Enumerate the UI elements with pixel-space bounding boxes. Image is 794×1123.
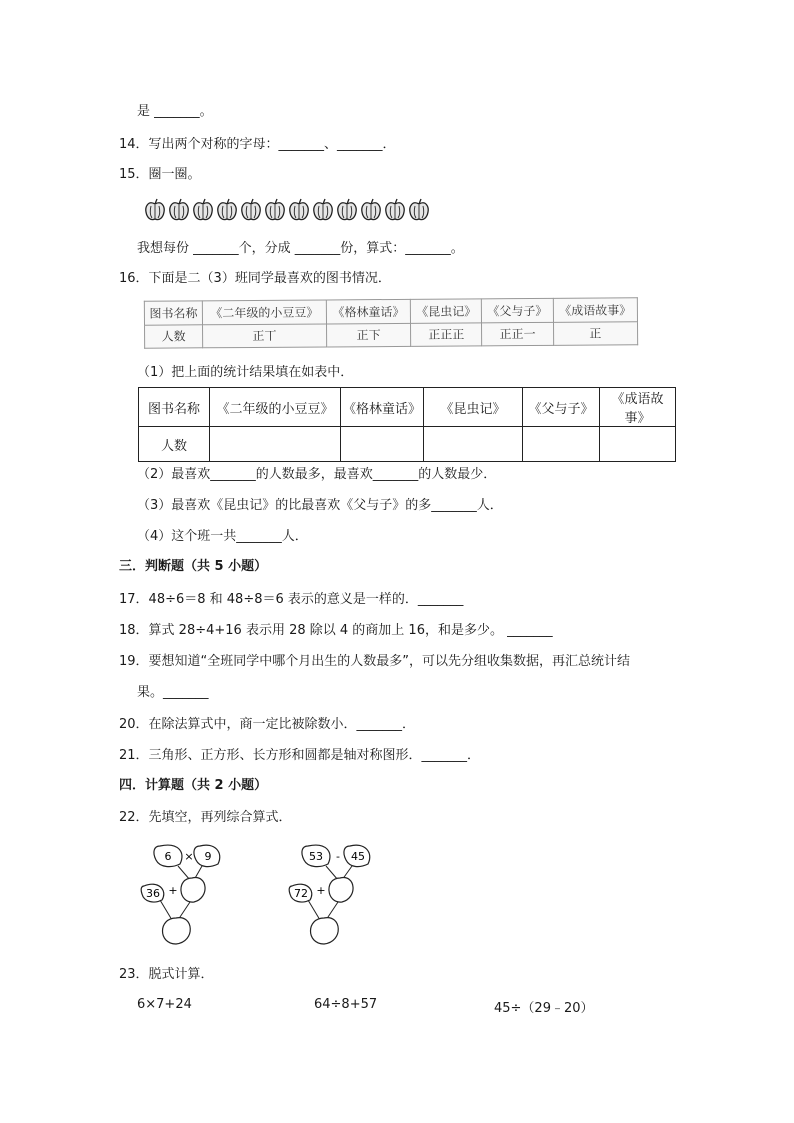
fill-answer-cell[interactable] bbox=[600, 427, 676, 462]
apple-icon bbox=[192, 198, 214, 222]
apple-shape-middle bbox=[329, 878, 353, 903]
fill-row-label: 人数 bbox=[139, 427, 210, 462]
tree1-top-operator: × bbox=[184, 850, 194, 863]
question-16: 16．下面是二（3）班同学最喜欢的图书情况． bbox=[119, 271, 391, 286]
fill-answer-cell[interactable] bbox=[424, 427, 523, 462]
apple-icon bbox=[384, 198, 406, 222]
apple-shape-bottom bbox=[163, 918, 191, 944]
tally-count-cell: 正正一 bbox=[482, 322, 553, 346]
fill-header-cell: 《成语故事》 bbox=[600, 388, 676, 427]
question-23: 23．脱式计算． bbox=[119, 967, 214, 982]
fill-header-cell: 图书名称 bbox=[139, 388, 210, 427]
fill-header-cell: 《二年级的小豆豆》 bbox=[210, 388, 341, 427]
fill-in-table bbox=[138, 387, 676, 462]
tally-header-cell: 《成语故事》 bbox=[553, 298, 638, 322]
apple-shape-bottom bbox=[311, 918, 339, 944]
tree2-right-number: 45 bbox=[351, 850, 365, 863]
fill-header-cell: 《昆虫记》 bbox=[424, 388, 523, 427]
tally-count-cell: 正丅 bbox=[203, 323, 327, 347]
section-4-heading: 四．计算题（共 2 小题） bbox=[119, 778, 268, 793]
apple-row bbox=[144, 198, 430, 222]
apple-icon bbox=[408, 198, 430, 222]
apple-icon bbox=[168, 198, 190, 222]
section-3-heading: 三．判断题（共 5 小题） bbox=[119, 559, 268, 574]
question-16-part-2: （2）最喜欢_______的人数最多，最喜欢_______的人数最少． bbox=[137, 467, 497, 482]
question-19-line-1: 19．要想知道“全班同学中哪个月出生的人数最多”，可以先分组收集数据，再汇总统计结 bbox=[119, 654, 631, 669]
apple-icon bbox=[216, 198, 238, 222]
fill-answer-cell[interactable] bbox=[341, 427, 424, 462]
tree1-side-number: 36 bbox=[146, 887, 160, 900]
fill-header-cell: 《格林童话》 bbox=[341, 388, 424, 427]
tree2-side-number: 72 bbox=[294, 887, 308, 900]
tree1-side-operator: + bbox=[168, 884, 178, 897]
question-15-fill: 我想每份 _______个，分成 _______份，算式：_______。 bbox=[137, 241, 464, 256]
apple-icon bbox=[312, 198, 334, 222]
question-16-part-3: （3）最喜欢《昆虫记》的比最喜欢《父与子》的多_______人． bbox=[137, 498, 503, 513]
question-14: 14．写出两个对称的字母：_______、_______． bbox=[119, 137, 396, 152]
apple-icon bbox=[144, 198, 166, 222]
tally-header-cell: 《昆虫记》 bbox=[411, 299, 482, 323]
fill-count-row bbox=[139, 427, 676, 462]
question-18: 18．算式 28÷4+16 表示用 28 除以 4 的商加上 16，和是多少。 _______ bbox=[119, 623, 553, 638]
tally-count-cell: 正下 bbox=[326, 323, 411, 347]
apple-icon bbox=[264, 198, 286, 222]
question-22: 22．先填空，再列综合算式． bbox=[119, 810, 292, 825]
question-15: 15．圈一圈。 bbox=[119, 167, 201, 182]
apple-icon bbox=[336, 198, 358, 222]
tally-header-cell: 《格林童话》 bbox=[326, 299, 411, 323]
tally-header-cell: 《二年级的小豆豆》 bbox=[202, 300, 326, 324]
fill-header-cell: 《父与子》 bbox=[523, 388, 600, 427]
q13-continuation: 是 _______。 bbox=[137, 104, 213, 119]
question-20: 20．在除法算式中，商一定比被除数小．_______． bbox=[119, 717, 416, 732]
tally-header-row bbox=[144, 298, 637, 325]
tree2-left-number: 53 bbox=[309, 850, 323, 863]
question-17: 17．48÷6＝8 和 48÷8＝6 表示的意义是一样的．_______ bbox=[119, 592, 464, 607]
tree1-left-number: 6 bbox=[164, 850, 172, 863]
calculation-tree-1 bbox=[138, 838, 238, 950]
question-16-part-1: （1）把上面的统计结果填在如表中． bbox=[137, 365, 354, 380]
tally-count-cell: 正 bbox=[553, 321, 638, 345]
calc-expression-2: 64÷8+57 bbox=[314, 997, 378, 1012]
tally-photo-table bbox=[144, 297, 638, 348]
tree1-right-number: 9 bbox=[204, 850, 212, 863]
calculation-tree-2 bbox=[282, 838, 382, 950]
fill-answer-cell[interactable] bbox=[523, 427, 600, 462]
tally-header-cell: 图书名称 bbox=[144, 301, 202, 325]
apple-icon bbox=[240, 198, 262, 222]
tally-count-cell: 人数 bbox=[145, 324, 203, 348]
calc-expression-3: 45÷（29﹣20） bbox=[494, 1001, 594, 1016]
question-19-line-2: 果。_______ bbox=[137, 685, 209, 700]
apple-icon bbox=[360, 198, 382, 222]
question-16-part-4: （4）这个班一共_______人． bbox=[137, 529, 308, 544]
tally-count-row bbox=[145, 321, 638, 348]
calc-expression-1: 6×7+24 bbox=[137, 997, 192, 1012]
question-21: 21．三角形、正方形、长方形和圆都是轴对称图形．_______． bbox=[119, 748, 481, 763]
fill-header-row bbox=[139, 388, 676, 427]
tally-header-cell: 《父与子》 bbox=[482, 298, 553, 322]
fill-answer-cell[interactable] bbox=[210, 427, 341, 462]
apple-shape-middle bbox=[181, 878, 205, 903]
tree2-side-operator: + bbox=[316, 884, 326, 897]
tree2-top-operator: - bbox=[336, 850, 340, 863]
tally-count-cell: 正正正 bbox=[411, 322, 482, 346]
apple-icon bbox=[288, 198, 310, 222]
